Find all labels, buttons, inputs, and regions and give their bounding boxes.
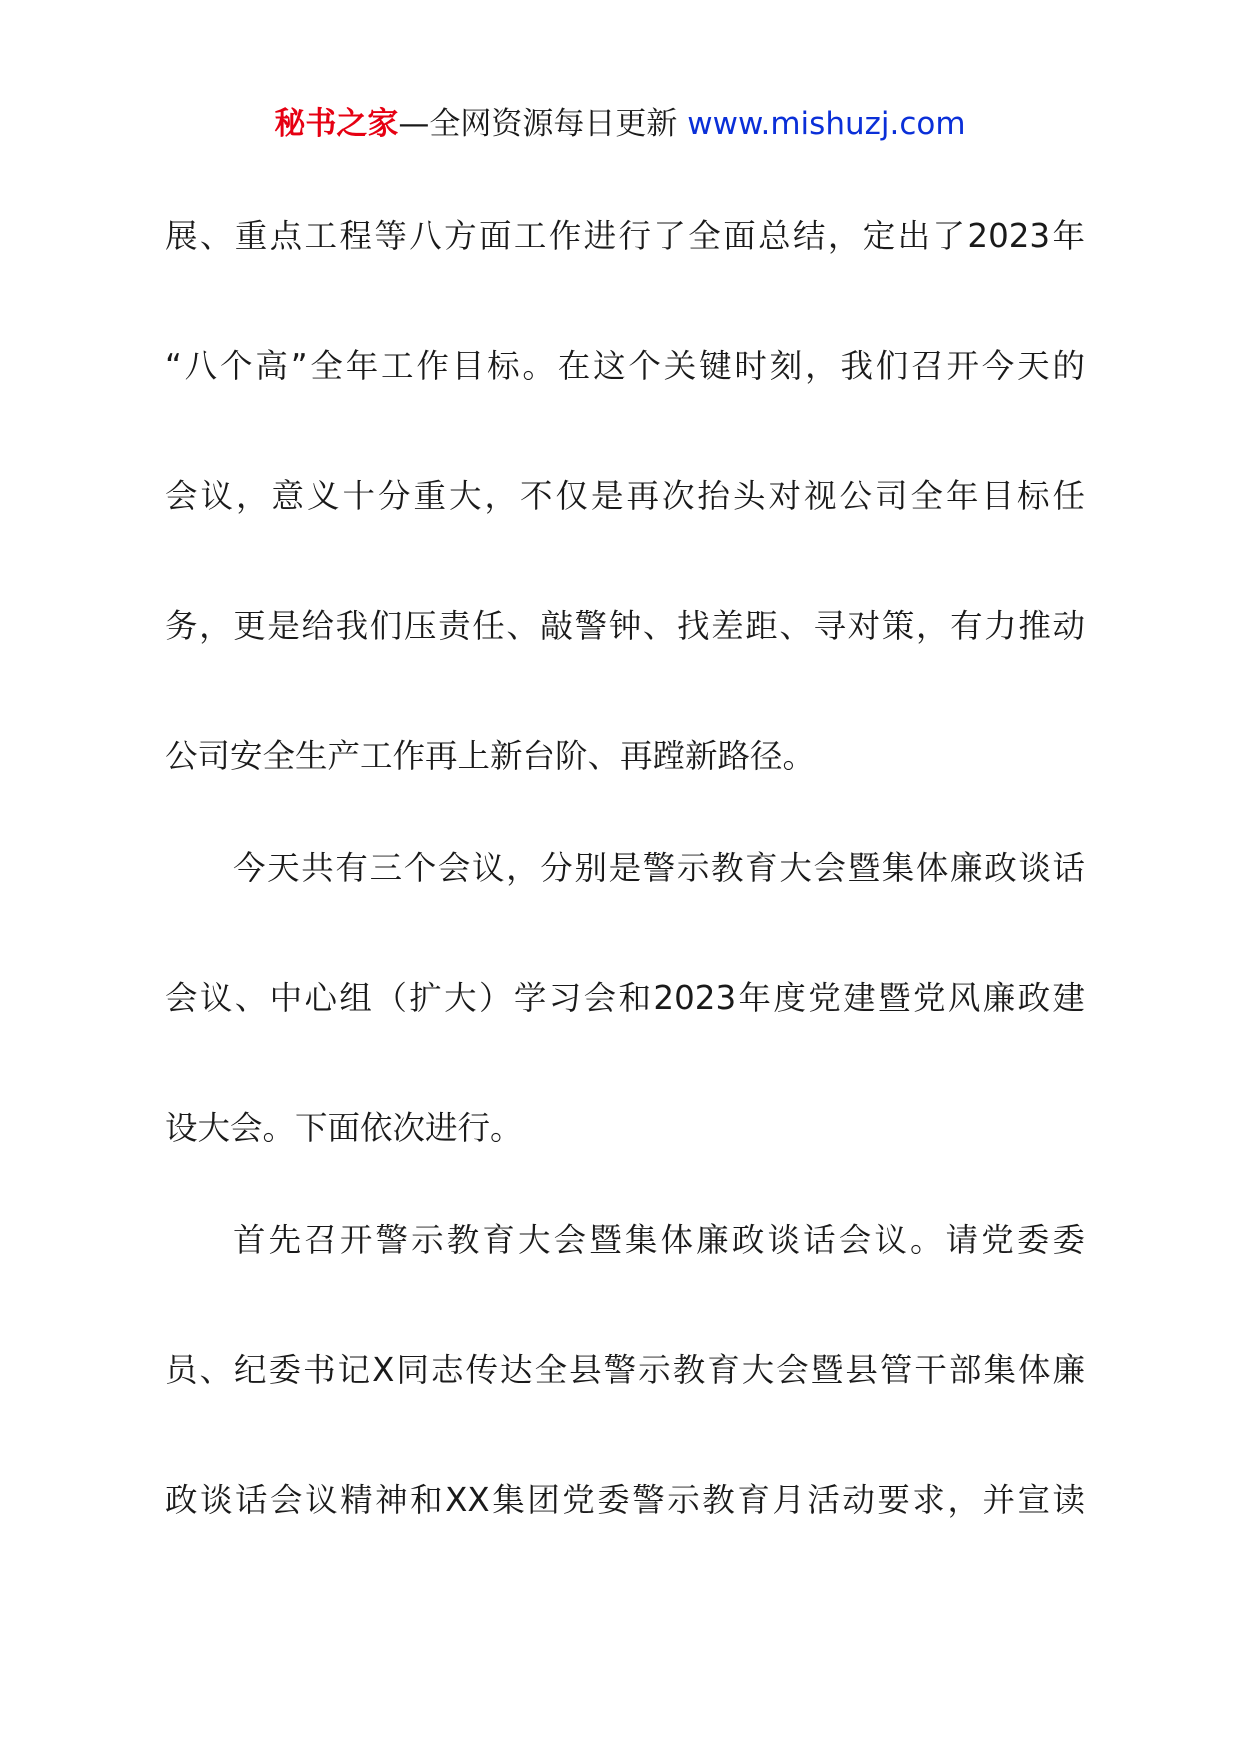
page-header <box>0 102 1240 146</box>
body-line: 设大会。下面依次进行。 <box>165 1109 523 1147</box>
website-link[interactable]: www.mishuzj.com <box>687 106 966 142</box>
body-line: 公司安全生产工作再上新台阶、再蹚新路径。 <box>165 737 816 775</box>
body-line: 会议，意义十分重大，不仅是再次抬头对视公司全年目标任 <box>165 477 1085 515</box>
body-line: 务，更是给我们压责任、敲警钟、找差距、寻对策，有力推动 <box>165 607 1085 645</box>
body-line: 会议、中心组（扩大）学习会和2023年度党建暨党风廉政建 <box>165 979 1085 1017</box>
brand-name: 秘书之家 <box>274 106 399 142</box>
body-line: “八个高”全年工作目标。在这个关键时刻，我们召开今天的 <box>165 347 1085 385</box>
header-tagline: —全网资源每日更新 <box>398 106 678 142</box>
body-line: 今天共有三个会议，分别是警示教育大会暨集体廉政谈话 <box>233 849 1085 887</box>
body-line: 首先召开警示教育大会暨集体廉政谈话会议。请党委委 <box>233 1221 1085 1259</box>
body-line: 政谈话会议精神和XX集团党委警示教育月活动要求，并宣读 <box>165 1481 1085 1519</box>
body-line: 展、重点工程等八方面工作进行了全面总结，定出了2023年 <box>165 217 1085 255</box>
body-line: 员、纪委书记X同志传达全县警示教育大会暨县管干部集体廉 <box>165 1351 1085 1389</box>
